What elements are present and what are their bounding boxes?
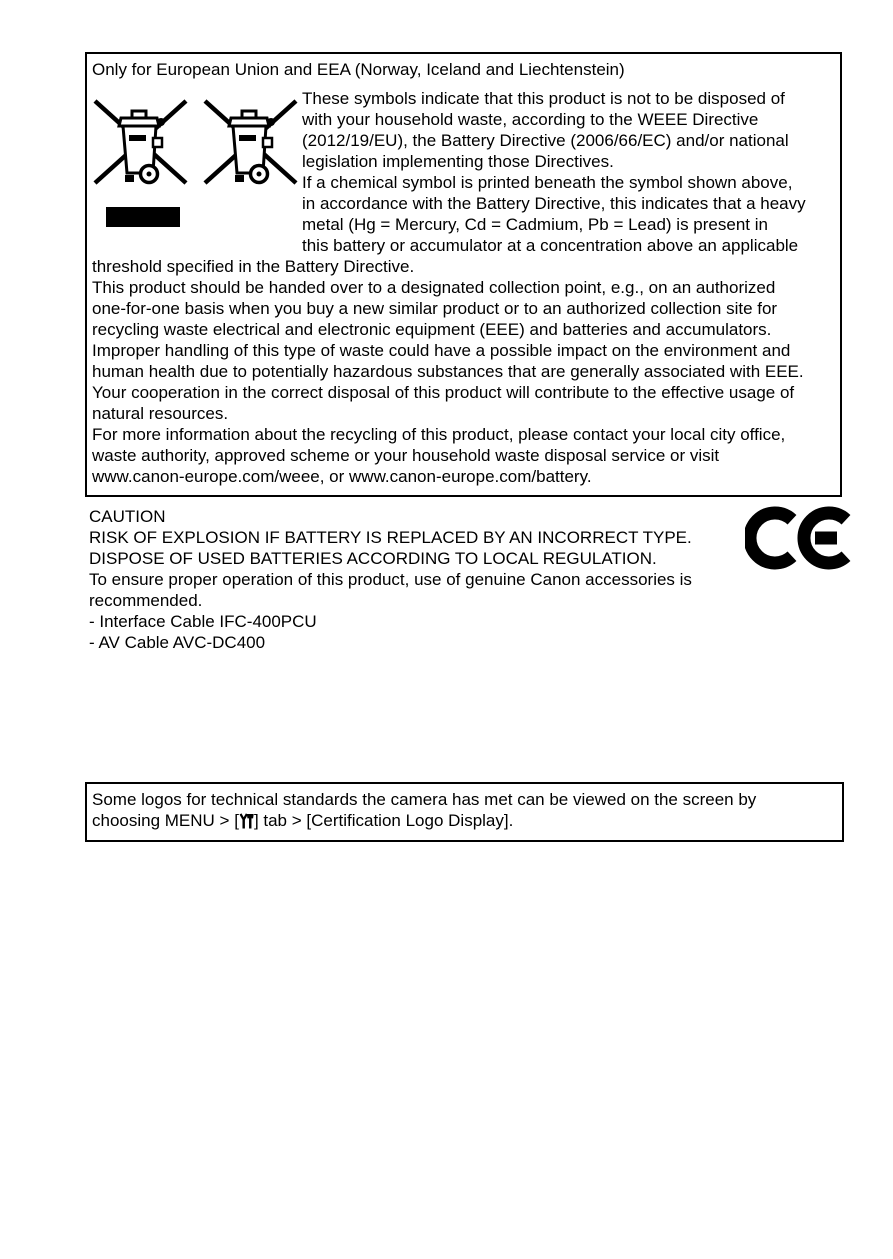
- text-line: Improper handling of this type of waste could have a possible impact on the environment and: [92, 341, 791, 360]
- note-line2-prefix: choosing MENU > [: [92, 811, 239, 830]
- weee-notice-title-text: Only for European Union and EEA (Norway, Iceland and Liechtenstein): [92, 60, 625, 79]
- certification-note-box: [85, 782, 844, 842]
- text-line: waste authority, approved scheme or your household waste disposal service or visit: [92, 446, 720, 465]
- weee-crossed-bin-icon: [92, 98, 189, 191]
- weee-symbols-block: [92, 88, 302, 256]
- text-line: (2012/19/EU), the Battery Directive (2006/66/EC) and/or national: [302, 131, 789, 150]
- text-line: in accordance with the Battery Directive, this indicates that a heavy: [302, 194, 806, 213]
- accessory-item: - AV Cable AVC-DC400: [89, 633, 266, 652]
- text-line: DISPOSE OF USED BATTERIES ACCORDING TO LOCAL REGULATION.: [89, 549, 657, 568]
- text-line-with-icon: [92, 810, 837, 834]
- chemical-symbol-bar: [106, 207, 180, 227]
- text-line: These symbols indicate that this product is not to be disposed of: [302, 89, 785, 108]
- caution-section: [89, 506, 846, 653]
- text-line: To ensure proper operation of this product, use of genuine Canon accessories is: [89, 570, 692, 589]
- weee-notice-title: [92, 59, 836, 80]
- setup-tab-icon: [239, 813, 254, 834]
- note-line2-suffix: ] tab > [Certification Logo Display].: [253, 811, 514, 830]
- text-line: This product should be handed over to a designated collection point, e.g., on an authorized: [92, 278, 776, 297]
- text-line: If a chemical symbol is printed beneath the symbol shown above,: [302, 173, 793, 192]
- text-line: with your household waste, according to the WEEE Directive: [302, 110, 759, 129]
- ce-mark-logo: [745, 502, 857, 574]
- text-line: one-for-one basis when you buy a new similar product or to an authorized collection site for: [92, 299, 778, 318]
- text-line: Your cooperation in the correct disposal of this product will contribute to the effective usage of: [92, 383, 795, 402]
- text-line: Some logos for technical standards the camera has met can be viewed on the screen by: [92, 790, 757, 809]
- text-line: threshold specified in the Battery Directive.: [92, 257, 415, 276]
- crossed-bin-icons-row: [92, 98, 302, 191]
- text-line: recycling waste electrical and electronic equipment (EEE) and batteries and accumulators.: [92, 320, 772, 339]
- text-line: For more information about the recycling of this product, please contact your local city office,: [92, 425, 786, 444]
- text-line: www.canon-europe.com/weee, or www.canon-europe.com/battery.: [92, 467, 592, 486]
- weee-notice-box: [85, 52, 842, 497]
- text-line: metal (Hg = Mercury, Cd = Cadmium, Pb = Lead) is present in: [302, 215, 768, 234]
- battery-crossed-bin-icon: [202, 98, 299, 191]
- text-line: RISK OF EXPLOSION IF BATTERY IS REPLACED BY AN INCORRECT TYPE.: [89, 528, 692, 547]
- text-line: recommended.: [89, 591, 203, 610]
- text-line: this battery or accumulator at a concentration above an applicable: [302, 236, 799, 255]
- accessory-item: - Interface Cable IFC-400PCU: [89, 612, 317, 631]
- caution-heading: CAUTION: [89, 507, 166, 526]
- text-line: natural resources.: [92, 404, 229, 423]
- text-line: legislation implementing those Directives.: [302, 152, 614, 171]
- text-line: human health due to potentially hazardous substances that are generally associated with EEE.: [92, 362, 804, 381]
